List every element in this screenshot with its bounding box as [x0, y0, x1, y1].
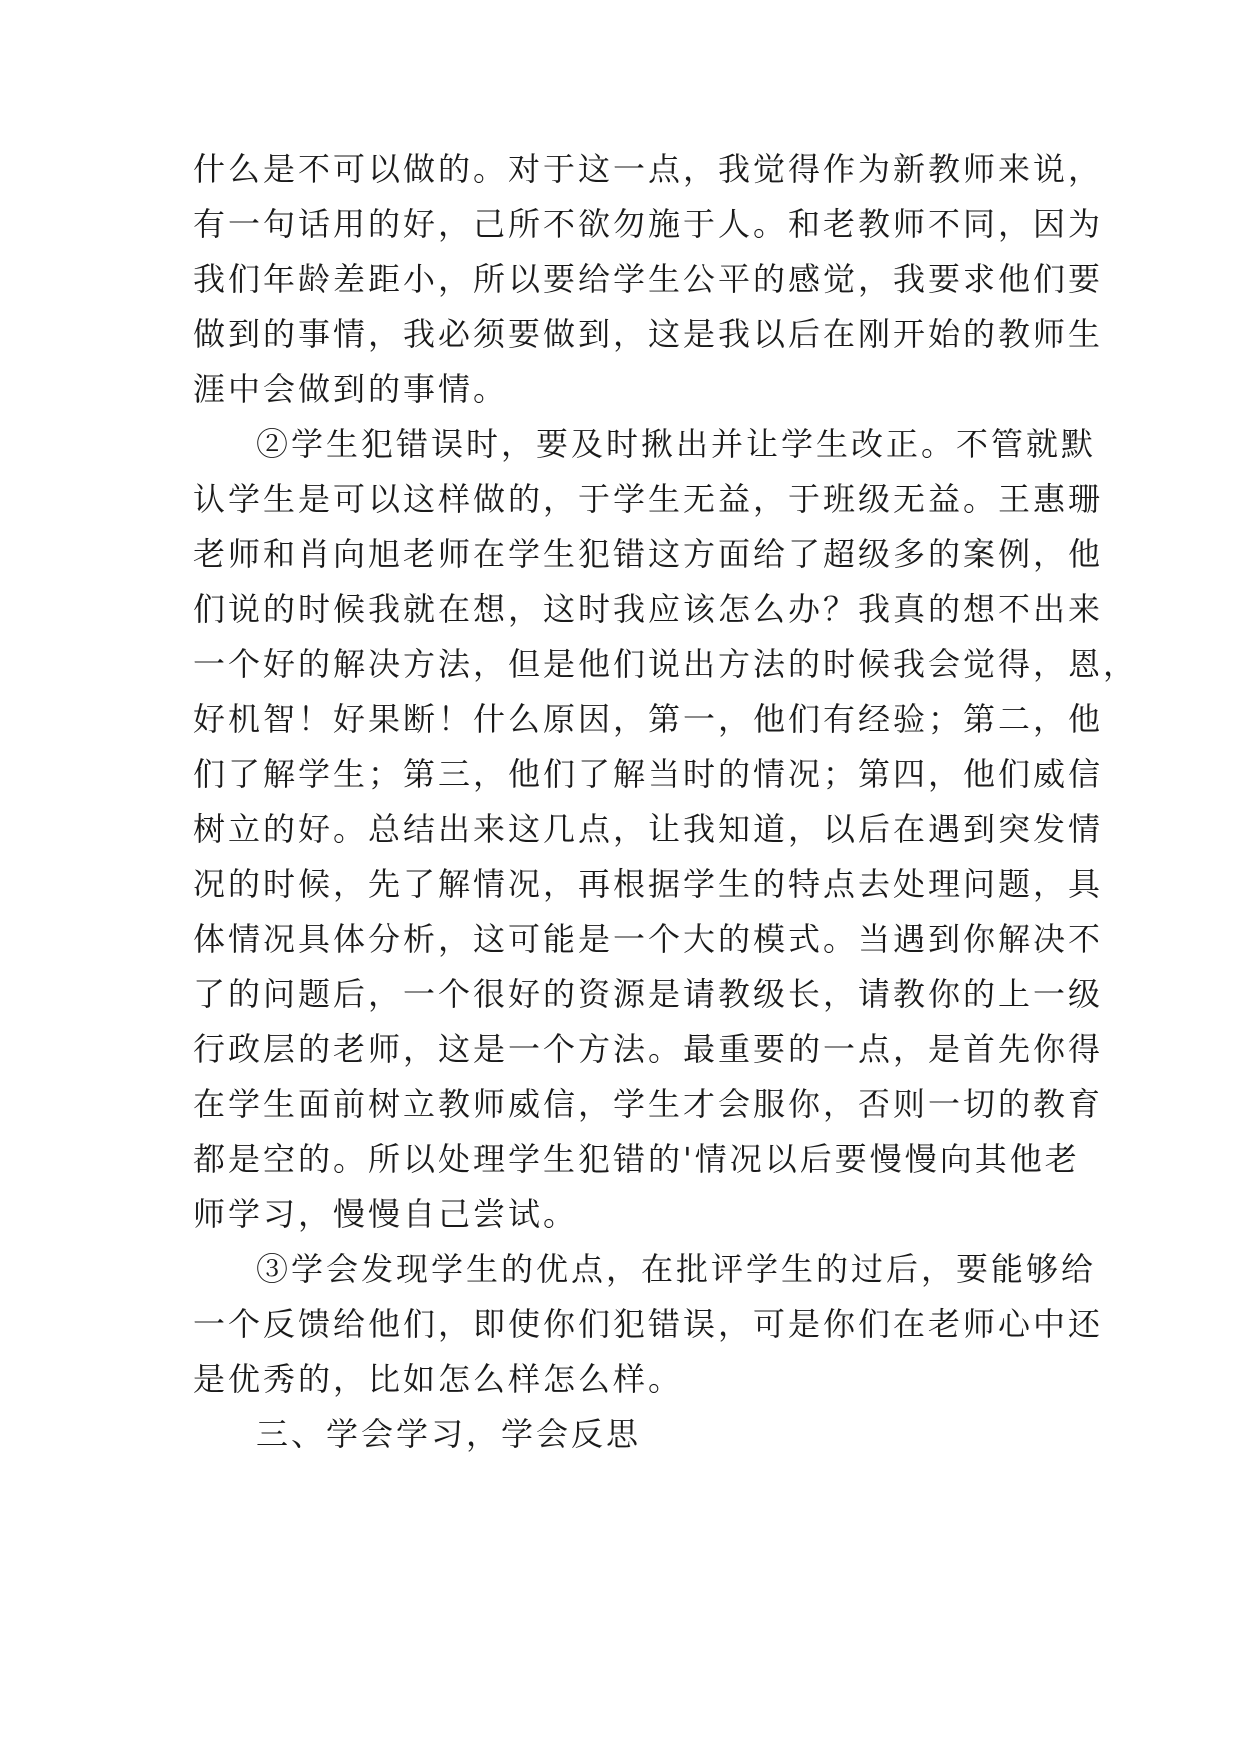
text-line: 认学生是可以这样做的，于学生无益，于班级无益。王惠珊: [193, 480, 1104, 518]
text-line: 了的问题后，一个很好的资源是请教级长，请教你的上一级: [193, 975, 1104, 1013]
text-line: 我们年龄差距小，所以要给学生公平的感觉，我要求他们要: [193, 260, 1104, 298]
text-line: 都是空的。所以处理学生犯错的'情况以后要慢慢向其他老: [193, 1140, 1080, 1178]
text-line: 好机智！好果断！什么原因，第一，他们有经验；第二，他: [193, 700, 1104, 738]
text-line: 们说的时候我就在想，这时我应该怎么办？我真的想不出来: [193, 590, 1104, 628]
text-line: 有一句话用的好，己所不欲勿施于人。和老教师不同，因为: [193, 205, 1104, 243]
text-line: 况的时候，先了解情况，再根据学生的特点去处理问题，具: [193, 865, 1104, 903]
text-line: 树立的好。总结出来这几点，让我知道，以后在遇到突发情: [193, 810, 1104, 848]
text-line: 在学生面前树立教师威信，学生才会服你，否则一切的教育: [193, 1085, 1104, 1123]
section-heading: 三、学会学习，学会反思: [256, 1415, 642, 1453]
text-line: 老师和肖向旭老师在学生犯错这方面给了超级多的案例，他: [193, 535, 1104, 573]
paragraph-start-line: ②学生犯错误时，要及时揪出并让学生改正。不管就默: [256, 425, 1097, 463]
text-line: 什么是不可以做的。对于这一点，我觉得作为新教师来说，: [193, 150, 1104, 188]
text-line: 涯中会做到的事情。: [193, 370, 509, 408]
text-line: 师学习，慢慢自己尝试。: [193, 1195, 579, 1233]
text-line: 体情况具体分析，这可能是一个大的模式。当遇到你解决不: [193, 920, 1104, 958]
text-line: 做到的事情，我必须要做到，这是我以后在刚开始的教师生: [193, 315, 1104, 353]
text-line: 一个好的解决方法，但是他们说出方法的时候我会觉得，恩，: [193, 645, 1139, 683]
paragraph-start-line: ③学会发现学生的优点，在批评学生的过后，要能够给: [256, 1250, 1097, 1288]
text-line: 一个反馈给他们，即使你们犯错误，可是你们在老师心中还: [193, 1305, 1104, 1343]
text-line: 是优秀的，比如怎么样怎么样。: [193, 1360, 684, 1398]
text-line: 行政层的老师，这是一个方法。最重要的一点，是首先你得: [193, 1030, 1104, 1068]
text-line: 们了解学生；第三，他们了解当时的情况；第四，他们威信: [193, 755, 1104, 793]
